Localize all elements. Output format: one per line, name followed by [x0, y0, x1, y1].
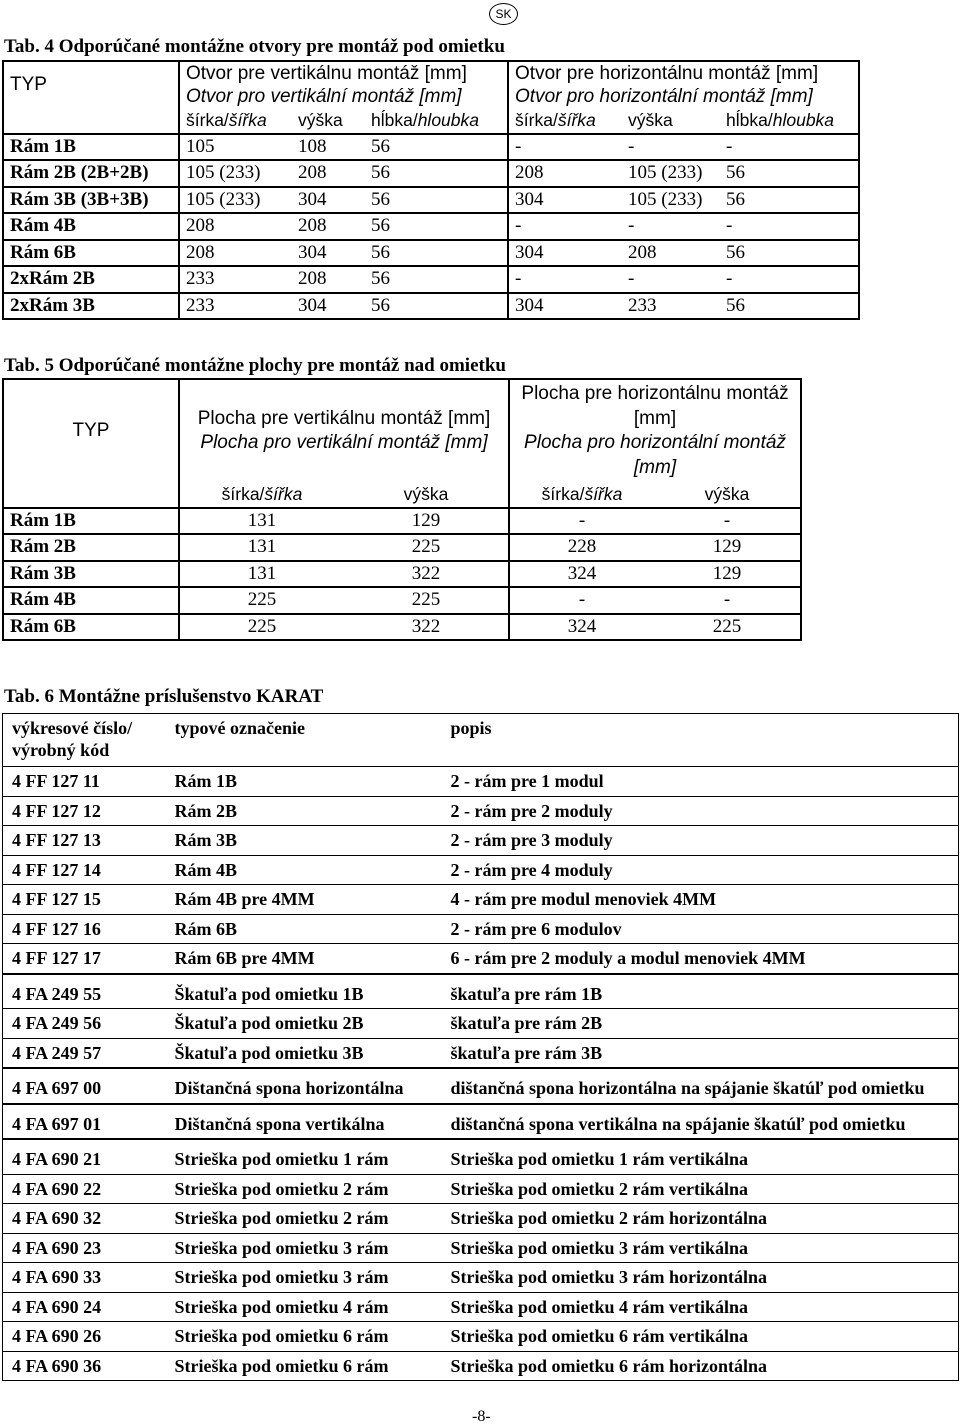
- description: 2 - rám pre 1 modul: [442, 767, 959, 797]
- description: 2 - rám pre 4 moduly: [442, 855, 959, 885]
- table-row: [3, 974, 959, 1009]
- tab4-col-height-v: výška: [292, 108, 365, 134]
- tab4-col-height-h: výška: [622, 108, 720, 134]
- type-designation: Rám 6B pre 4MM: [166, 944, 442, 974]
- table-cell: 56: [720, 240, 859, 267]
- type-designation: Strieška pod omietku 2 rám: [166, 1204, 442, 1234]
- table-row: [3, 1174, 959, 1204]
- row-label: Rám 6B: [3, 240, 179, 267]
- description: Strieška pod omietku 3 rám vertikálna: [442, 1233, 959, 1263]
- type-designation: Strieška pod omietku 6 rám: [166, 1351, 442, 1381]
- table-row: [3, 293, 859, 320]
- tab4-typ-spacer: [3, 108, 179, 134]
- tab5-caption: Tab. 5 Odporúčané montážne plochy pre montáž nad omietku: [4, 355, 506, 376]
- table-row: [3, 1038, 959, 1068]
- table-cell: 304: [508, 187, 622, 214]
- product-code: 4 FA 690 22: [3, 1174, 166, 1204]
- product-code: 4 FA 249 55: [3, 974, 166, 1009]
- type-designation: Dištančná spona horizontálna: [166, 1068, 442, 1104]
- product-code: 4 FF 127 13: [3, 826, 166, 856]
- tab5-col-height-v: výška: [344, 482, 509, 508]
- table-cell: 225: [344, 587, 509, 614]
- table-cell: -: [622, 266, 720, 293]
- row-label: Rám 1B: [3, 134, 179, 161]
- table-cell: 304: [515, 294, 544, 316]
- product-code: 4 FA 690 23: [3, 1233, 166, 1263]
- type-designation: Strieška pod omietku 2 rám: [166, 1174, 442, 1204]
- description: 2 - rám pre 6 modulov: [442, 914, 959, 944]
- description: 2 - rám pre 3 moduly: [442, 826, 959, 856]
- tab6-accessories-table: [2, 713, 959, 1381]
- table-row: [3, 187, 859, 214]
- table-row: [3, 826, 959, 856]
- table-row: [3, 213, 859, 240]
- table-row: [3, 1068, 959, 1104]
- type-designation: Rám 4B pre 4MM: [166, 885, 442, 915]
- table-cell: 105 (233): [622, 187, 720, 214]
- table-cell: 225: [712, 615, 742, 637]
- table-cell: 233: [179, 266, 292, 293]
- table-cell: 304: [292, 240, 365, 267]
- tab6-header-type: typové označenie: [166, 714, 442, 767]
- table-cell: -: [509, 587, 654, 614]
- table-cell: -: [654, 508, 801, 535]
- table-cell: 56: [365, 240, 508, 267]
- table-row: [3, 614, 801, 641]
- product-code: 4 FA 690 26: [3, 1322, 166, 1352]
- tab5-col-width-v: šírka/šířka: [179, 482, 344, 508]
- tab5-vertical-header-sk: Plocha pre vertikálnu montáž [mm]: [197, 407, 491, 429]
- description: Strieška pod omietku 2 rám vertikálna: [442, 1174, 959, 1204]
- table-row: [3, 134, 859, 161]
- table-cell: 225: [179, 587, 344, 614]
- table-row: [3, 1233, 959, 1263]
- table-cell: 208: [179, 213, 292, 240]
- tab5-horizontal-header: [509, 379, 801, 482]
- table-cell: -: [509, 508, 654, 535]
- tab4-col-depth-v: hĺbka/hloubka: [365, 108, 508, 134]
- table-cell: 56: [720, 160, 859, 187]
- table-cell: -: [622, 134, 720, 161]
- table-cell: 208: [179, 240, 292, 267]
- table-cell: 131: [179, 561, 344, 588]
- table-row: [3, 534, 801, 561]
- table-row: [3, 1204, 959, 1234]
- product-code: 4 FA 697 00: [3, 1068, 166, 1104]
- table-cell: 108: [292, 134, 365, 161]
- description: škatuľa pre rám 3B: [442, 1038, 959, 1068]
- tab4-typ-header: TYP: [3, 61, 179, 108]
- description: 2 - rám pre 2 moduly: [442, 796, 959, 826]
- tab4-col-width-h: šírka/šířka: [508, 108, 622, 134]
- table-cell: 304: [508, 240, 622, 267]
- language-badge-sk: SK: [489, 3, 518, 25]
- tab6-caption: Tab. 6 Montážne príslušenstvo KARAT: [4, 686, 324, 707]
- table-cell: -: [720, 134, 859, 161]
- product-code: 4 FF 127 12: [3, 796, 166, 826]
- type-designation: Dištančná spona vertikálna: [166, 1104, 442, 1140]
- product-code: 4 FA 249 56: [3, 1009, 166, 1039]
- description: Strieška pod omietku 4 rám vertikálna: [442, 1292, 959, 1322]
- table-cell: 56: [365, 134, 508, 161]
- type-designation: Rám 1B: [166, 767, 442, 797]
- tab4-horizontal-header-cz: Otvor pro horizontální montáž [mm]: [515, 85, 813, 107]
- table-cell: 322: [344, 614, 509, 641]
- table-cell: 105 (233): [622, 160, 720, 187]
- table-cell: 56: [365, 293, 508, 320]
- table-row: [3, 160, 859, 187]
- table-cell: -: [622, 213, 720, 240]
- description: Strieška pod omietku 3 rám horizontálna: [442, 1263, 959, 1293]
- table-cell: 131: [179, 508, 344, 535]
- table-cell: 208: [292, 213, 365, 240]
- table-row: [3, 796, 959, 826]
- table-cell: 131: [179, 534, 344, 561]
- product-code: 4 FA 249 57: [3, 1038, 166, 1068]
- description: Strieška pod omietku 6 rám vertikálna: [442, 1322, 959, 1352]
- tab4-horizontal-header-sk: Otvor pre horizontálnu montáž [mm]: [515, 62, 819, 84]
- table-row: [3, 1009, 959, 1039]
- type-designation: Rám 4B: [166, 855, 442, 885]
- table-cell: 56: [365, 160, 508, 187]
- tab6-header-description: popis: [442, 714, 959, 767]
- table-cell: -: [508, 134, 622, 161]
- table-cell: 225: [344, 534, 509, 561]
- tab4-col-width-v: šírka/šířka: [179, 108, 292, 134]
- table-row: [3, 767, 959, 797]
- table-row: [3, 561, 801, 588]
- type-designation: Strieška pod omietku 6 rám: [166, 1322, 442, 1352]
- type-designation: Škatuľa pod omietku 2B: [166, 1009, 442, 1039]
- tab6-header-code: výkresové číslo/ výrobný kód: [3, 714, 166, 767]
- table-row: [3, 914, 959, 944]
- type-designation: Škatuľa pod omietku 3B: [166, 1038, 442, 1068]
- table-row: [3, 266, 859, 293]
- description: Strieška pod omietku 1 rám vertikálna: [442, 1139, 959, 1174]
- product-code: 4 FA 690 24: [3, 1292, 166, 1322]
- table-row: [3, 508, 801, 535]
- table-cell: 208: [292, 160, 365, 187]
- table-cell: -: [720, 266, 859, 293]
- table-cell: 208: [292, 266, 365, 293]
- product-code: 4 FA 690 33: [3, 1263, 166, 1293]
- description: Strieška pod omietku 6 rám horizontálna: [442, 1351, 959, 1381]
- table-cell: 233: [628, 294, 657, 316]
- page-number: -8-: [472, 1408, 491, 1425]
- table-cell: 56: [726, 294, 746, 316]
- table-cell: -: [720, 213, 859, 240]
- row-label: Rám 4B: [3, 213, 179, 240]
- row-label: Rám 2B: [3, 534, 179, 561]
- table-cell: 56: [720, 187, 859, 214]
- tab5-vertical-header: [179, 379, 509, 482]
- row-label: Rám 3B: [3, 561, 179, 588]
- description: Strieška pod omietku 2 rám horizontálna: [442, 1204, 959, 1234]
- type-designation: Rám 2B: [166, 796, 442, 826]
- row-label: Rám 4B: [3, 587, 179, 614]
- row-label: 2xRám 3B: [3, 293, 179, 320]
- tab5-horizontal-header-cz: Plocha pro horizontální montáž [mm]: [524, 432, 786, 478]
- table-row: [3, 885, 959, 915]
- product-code: 4 FA 690 36: [3, 1351, 166, 1381]
- type-designation: Strieška pod omietku 3 rám: [166, 1233, 442, 1263]
- table-cell: 324: [509, 561, 654, 588]
- type-designation: Strieška pod omietku 3 rám: [166, 1263, 442, 1293]
- table-row: [3, 944, 959, 974]
- table-cell: 304: [298, 294, 327, 316]
- product-code: 4 FA 697 01: [3, 1104, 166, 1140]
- row-label: 2xRám 2B: [3, 266, 179, 293]
- description: dištančná spona vertikálna na spájanie škatúľ pod omietku: [442, 1104, 959, 1140]
- product-code: 4 FF 127 14: [3, 855, 166, 885]
- product-code: 4 FF 127 17: [3, 944, 166, 974]
- tab5-vertical-header-cz: Plocha pro vertikální montáž [mm]: [200, 432, 488, 453]
- type-designation: Rám 6B: [166, 914, 442, 944]
- table-cell: 129: [344, 508, 509, 535]
- type-designation: Rám 3B: [166, 826, 442, 856]
- table-cell: -: [654, 587, 801, 614]
- table-cell: 56: [365, 266, 508, 293]
- type-designation: Škatuľa pod omietku 1B: [166, 974, 442, 1009]
- tab4-vertical-header-cz: Otvor pro vertikální montáž [mm]: [179, 85, 508, 108]
- description: 4 - rám pre modul menoviek 4MM: [442, 885, 959, 915]
- table-cell: -: [508, 213, 622, 240]
- table-cell: 208: [622, 240, 720, 267]
- table-row: [3, 1139, 959, 1174]
- description: škatuľa pre rám 2B: [442, 1009, 959, 1039]
- table-row: [3, 1292, 959, 1322]
- table-row: [3, 587, 801, 614]
- table-cell: 105 (233): [179, 187, 292, 214]
- table-cell: 304: [292, 187, 365, 214]
- table-cell: 56: [365, 187, 508, 214]
- table-cell: 105 (233): [179, 160, 292, 187]
- description: dištančná spona horizontálna na spájanie škatúľ pod omietku: [442, 1068, 959, 1104]
- table-row: [3, 855, 959, 885]
- table-row: [3, 240, 859, 267]
- tab4-mounting-openings-table: [2, 60, 860, 320]
- table-row: [3, 1351, 959, 1381]
- tab4-col-depth-h: hĺbka/hloubka: [720, 108, 859, 134]
- row-label: Rám 6B: [3, 614, 179, 641]
- tab4-caption: Tab. 4 Odporúčané montážne otvory pre montáž pod omietku: [4, 36, 505, 57]
- product-code: 4 FF 127 11: [3, 767, 166, 797]
- table-row: [3, 1263, 959, 1293]
- type-designation: Strieška pod omietku 1 rám: [166, 1139, 442, 1174]
- tab5-typ-spacer: [3, 482, 179, 508]
- product-code: 4 FA 690 32: [3, 1204, 166, 1234]
- row-label: Rám 3B (3B+3B): [3, 187, 179, 214]
- tab5-col-height-h: výška: [654, 482, 801, 508]
- table-cell: 208: [508, 160, 622, 187]
- table-cell: 324: [567, 615, 597, 637]
- table-cell: 225: [247, 615, 277, 637]
- row-label: Rám 2B (2B+2B): [3, 160, 179, 187]
- product-code: 4 FF 127 15: [3, 885, 166, 915]
- tab5-col-width-h: šírka/šířka: [509, 482, 654, 508]
- tab5-horizontal-header-sk: Plocha pre horizontálnu montáž [mm]: [521, 383, 789, 429]
- tab4-vertical-header-sk: Otvor pre vertikálnu montáž [mm]: [179, 61, 508, 85]
- tab5-mounting-surfaces-table: [2, 378, 802, 641]
- tab5-typ-header: TYP: [3, 379, 179, 482]
- table-cell: 56: [365, 213, 508, 240]
- table-row: [3, 1104, 959, 1140]
- table-cell: 105: [179, 134, 292, 161]
- table-cell: 228: [509, 534, 654, 561]
- description: škatuľa pre rám 1B: [442, 974, 959, 1009]
- table-cell: 129: [654, 534, 801, 561]
- table-cell: -: [508, 266, 622, 293]
- product-code: 4 FF 127 16: [3, 914, 166, 944]
- description: 6 - rám pre 2 moduly a modul menoviek 4MM: [442, 944, 959, 974]
- product-code: 4 FA 690 21: [3, 1139, 166, 1174]
- table-row: [3, 1322, 959, 1352]
- table-cell: 233: [186, 294, 215, 316]
- row-label: Rám 1B: [3, 508, 179, 535]
- table-cell: 129: [654, 561, 801, 588]
- table-cell: 322: [344, 561, 509, 588]
- type-designation: Strieška pod omietku 4 rám: [166, 1292, 442, 1322]
